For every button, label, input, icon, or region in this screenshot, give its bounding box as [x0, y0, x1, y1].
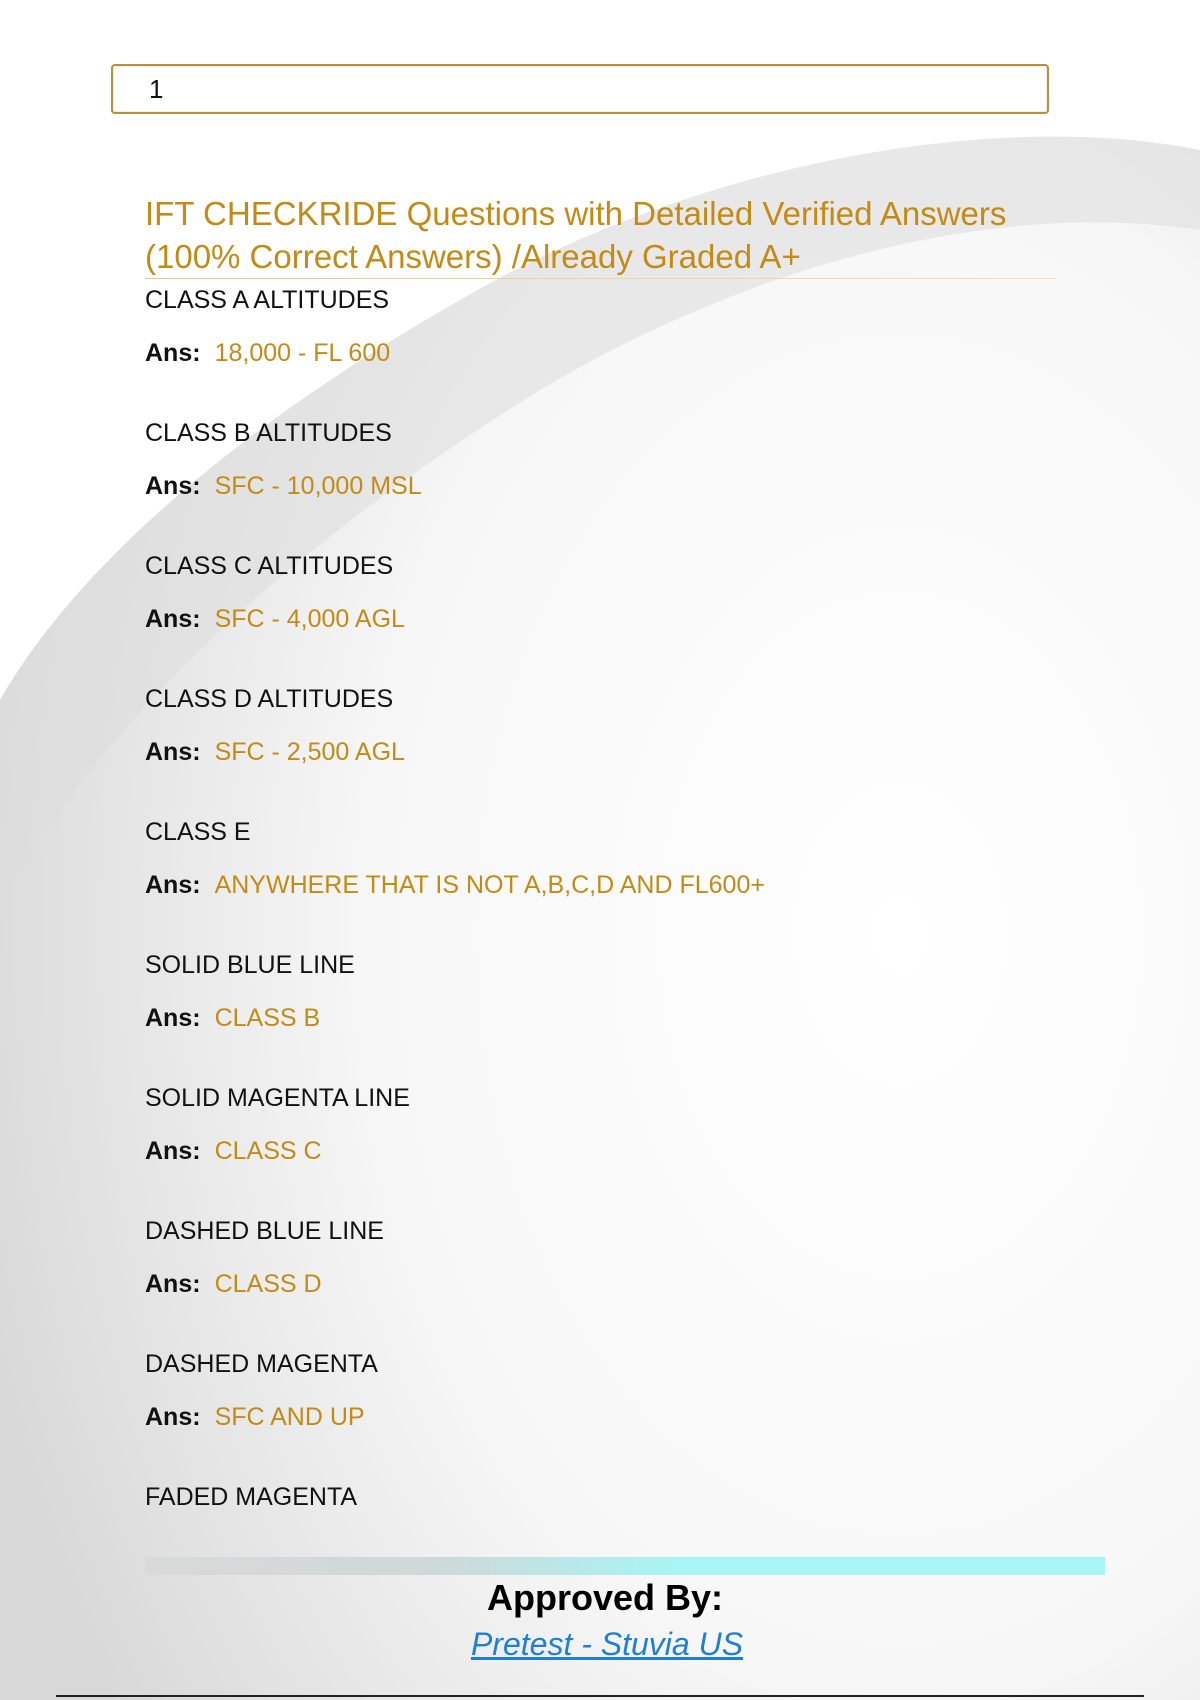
- answer-label: Ans:: [145, 1137, 201, 1165]
- qa-item: [145, 1213, 1095, 1346]
- answer-line: [145, 1399, 365, 1435]
- question-text: DASHED BLUE LINE: [145, 1217, 384, 1245]
- answer-text: CLASS C: [214, 1137, 322, 1165]
- question-text: DASHED MAGENTA: [145, 1350, 378, 1378]
- answer-text: SFC AND UP: [214, 1403, 365, 1431]
- answer-line: [145, 867, 765, 903]
- answer-text: 18,000 - FL 600: [214, 339, 391, 367]
- answer-label: Ans:: [145, 738, 201, 766]
- answer-text: CLASS D: [214, 1270, 322, 1298]
- answer-line: [145, 734, 405, 770]
- answer-label: Ans:: [145, 871, 201, 899]
- answer-text: ANYWHERE THAT IS NOT A,B,C,D AND FL600+: [214, 871, 765, 899]
- answer-line: [145, 468, 422, 504]
- answer-line: [145, 1000, 320, 1036]
- answer-text: SFC - 4,000 AGL: [214, 605, 405, 633]
- qa-item: [145, 282, 1095, 415]
- answer-line: [145, 1266, 322, 1302]
- qa-list: [145, 282, 1095, 1612]
- approved-by-link[interactable]: Pretest - Stuvia US: [470, 1626, 744, 1662]
- qa-item: [145, 548, 1095, 681]
- qa-item: [145, 415, 1095, 548]
- question-text: CLASS D ALTITUDES: [145, 685, 394, 713]
- answer-label: Ans:: [145, 472, 201, 500]
- answer-label: Ans:: [145, 1403, 201, 1431]
- document-title: IFT CHECKRIDE Questions with Detailed Verified Answers (100% Correct Answers) /Already Graded A+: [145, 195, 1007, 275]
- page-header-box: [111, 64, 1049, 114]
- answer-text: SFC - 10,000 MSL: [214, 472, 422, 500]
- answer-text: SFC - 2,500 AGL: [214, 738, 405, 766]
- page-bottom-rule: [56, 1695, 1144, 1697]
- title-divider: [145, 278, 1057, 279]
- question-text: CLASS E: [145, 818, 251, 846]
- qa-item: [145, 1080, 1095, 1213]
- qa-item: [145, 814, 1095, 947]
- question-text: CLASS B ALTITUDES: [145, 419, 392, 447]
- answer-text: CLASS B: [214, 1004, 321, 1032]
- approved-by-label: Approved By:: [486, 1577, 724, 1618]
- qa-item: [145, 681, 1095, 814]
- answer-line: [145, 601, 405, 637]
- answer-line: [145, 335, 390, 371]
- qa-item: [145, 1346, 1095, 1479]
- answer-line: [145, 1133, 322, 1169]
- answer-label: Ans:: [145, 1004, 201, 1032]
- qa-item: [145, 947, 1095, 1080]
- footer-color-bar: [145, 1557, 1105, 1575]
- question-text: CLASS C ALTITUDES: [145, 552, 394, 580]
- answer-label: Ans:: [145, 605, 201, 633]
- question-text: CLASS A ALTITUDES: [145, 286, 390, 314]
- question-text: SOLID BLUE LINE: [145, 951, 355, 979]
- question-text: SOLID MAGENTA LINE: [145, 1084, 410, 1112]
- answer-label: Ans:: [145, 339, 201, 367]
- page-number: 1: [149, 74, 164, 104]
- answer-label: Ans:: [145, 1270, 201, 1298]
- question-text: FADED MAGENTA: [145, 1483, 358, 1511]
